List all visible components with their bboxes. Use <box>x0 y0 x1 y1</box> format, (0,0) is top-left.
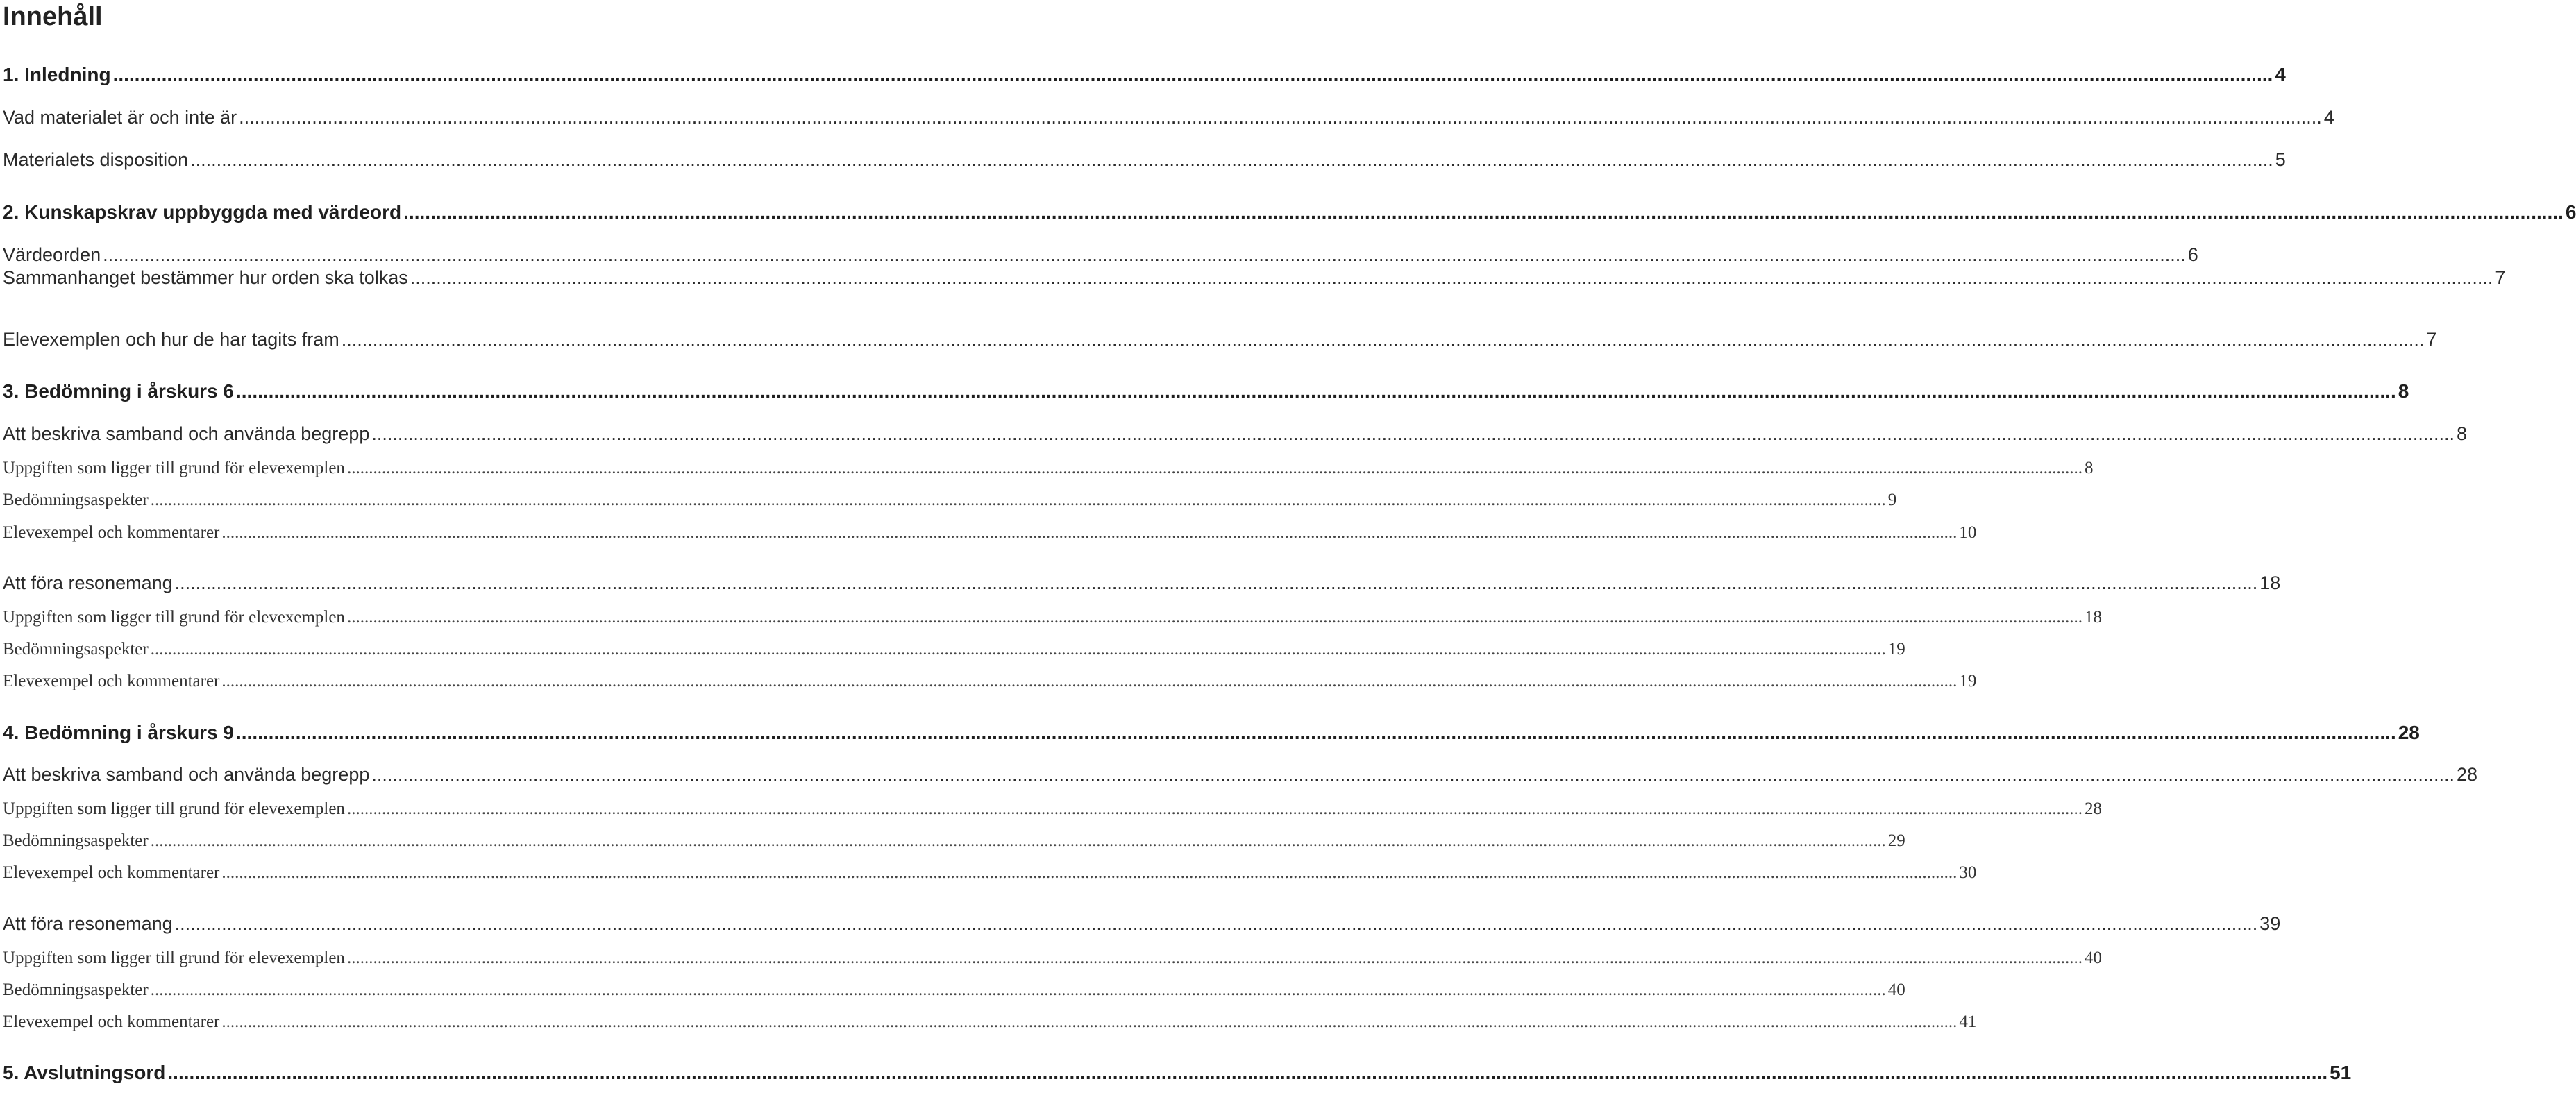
toc-entry-chapter[interactable] <box>3 380 2409 407</box>
toc-entry-sub[interactable] <box>3 1012 1977 1036</box>
toc-entry-label: Uppgiften som ligger till grund för elevexemplen <box>3 608 345 627</box>
toc-entry-sub[interactable] <box>3 523 1977 547</box>
toc-entry-page-number: 4 <box>2323 107 2334 128</box>
toc-entry-sub[interactable] <box>3 459 2094 482</box>
toc-entry-page-number: 4 <box>2275 64 2286 85</box>
toc-entry-label: Bedömningsaspekter <box>3 491 149 509</box>
toc-entry-label: Elevexempel och kommentarer <box>3 863 220 882</box>
dot-leader: ................................................................................................................................................................................................................................................................................................................................................................................................................ <box>239 107 2322 128</box>
toc-entry-section[interactable] <box>3 764 2477 789</box>
toc-entry-page-number: 7 <box>2426 329 2437 350</box>
toc-entry-page-number: 40 <box>1887 981 1905 999</box>
toc-entry-label: Elevexemplen och hur de har tagits fram <box>3 329 339 350</box>
toc-entry-sub[interactable] <box>3 799 2102 823</box>
toc-entry-sub[interactable] <box>3 831 1905 855</box>
toc-entry-label: Uppgiften som ligger till grund för elevexemplen <box>3 949 345 967</box>
toc-entry-label: Uppgiften som ligger till grund för elevexemplen <box>3 799 345 818</box>
toc-entry-page-number: 19 <box>1887 640 1905 659</box>
dot-leader: ................................................................................................................................................................................................................................................................................................................................................................................................................ <box>410 267 2493 288</box>
toc-entry-chapter[interactable] <box>3 201 2576 228</box>
toc-entry-label: 1. Inledning <box>3 64 111 85</box>
toc-entry-page-number: 5 <box>2275 149 2286 170</box>
toc-entry-sub[interactable] <box>3 608 2102 631</box>
dot-leader: ................................................................................................................................................................................................................................................................................................................................................................................................................ <box>150 640 1886 659</box>
dot-leader: ................................................................................................................................................................................................................................................................................................................................................................................................................ <box>167 1062 2328 1083</box>
toc-entry-label: Materialets disposition <box>3 149 189 170</box>
toc-entry-sub[interactable] <box>3 491 1897 514</box>
toc-entry-page-number: 39 <box>2259 913 2281 934</box>
toc-entry-page-number: 40 <box>2084 949 2102 967</box>
dot-leader: ................................................................................................................................................................................................................................................................................................................................................................................................................ <box>341 329 2425 350</box>
toc-entry-label: Elevexempel och kommentarer <box>3 523 220 542</box>
dot-leader: ................................................................................................................................................................................................................................................................................................................................................................................................................ <box>103 244 2186 265</box>
dot-leader: ................................................................................................................................................................................................................................................................................................................................................................................................................ <box>403 201 2564 223</box>
dot-leader: ................................................................................................................................................................................................................................................................................................................................................................................................................ <box>346 799 2082 818</box>
toc-entry-label: Elevexempel och kommentarer <box>3 1012 220 1031</box>
dot-leader: ................................................................................................................................................................................................................................................................................................................................................................................................................ <box>346 949 2082 967</box>
toc-entry-section[interactable] <box>3 423 2467 448</box>
toc-entry-page-number: 6 <box>2565 201 2576 223</box>
toc-entry-chapter[interactable] <box>3 722 2420 748</box>
toc-entry-label: 3. Bedömning i årskurs 6 <box>3 380 234 402</box>
toc-entry-chapter[interactable] <box>3 64 2286 90</box>
toc-entry-sub[interactable] <box>3 981 1905 1004</box>
toc-entry-label: Att beskriva samband och använda begrepp <box>3 764 370 785</box>
toc-entry-label: Värdeorden <box>3 244 101 265</box>
dot-leader: ................................................................................................................................................................................................................................................................................................................................................................................................................ <box>150 981 1886 999</box>
toc-entry-page-number: 18 <box>2259 573 2281 593</box>
toc-entry-label: Vad materialet är och inte är <box>3 107 237 128</box>
dot-leader: ................................................................................................................................................................................................................................................................................................................................................................................................................ <box>221 1012 1958 1031</box>
dot-leader: ................................................................................................................................................................................................................................................................................................................................................................................................................ <box>371 764 2455 785</box>
toc-entry-label: Uppgiften som ligger till grund för elevexemplen <box>3 459 345 477</box>
toc-entry-page-number: 29 <box>1887 831 1905 850</box>
dot-leader: ................................................................................................................................................................................................................................................................................................................................................................................................................ <box>221 672 1958 690</box>
toc-entry-page-number: 28 <box>2456 764 2477 785</box>
toc-entry-label: Sammanhanget bestämmer hur orden ska tolkas <box>3 267 408 288</box>
toc-entry-section[interactable] <box>3 149 2286 174</box>
toc-entry-page-number: 30 <box>1959 863 1977 882</box>
toc-entry-section[interactable] <box>3 329 2437 354</box>
dot-leader: ................................................................................................................................................................................................................................................................................................................................................................................................................ <box>112 64 2273 85</box>
page-title: Innehåll <box>3 2 103 31</box>
toc-entry-section[interactable] <box>3 913 2281 938</box>
dot-leader: ................................................................................................................................................................................................................................................................................................................................................................................................................ <box>371 423 2455 444</box>
toc-entry-page-number: 51 <box>2330 1062 2352 1083</box>
dot-leader: ................................................................................................................................................................................................................................................................................................................................................................................................................ <box>221 863 1958 882</box>
toc-entry-page-number: 8 <box>2398 380 2409 402</box>
toc-entry-label: Bedömningsaspekter <box>3 981 149 999</box>
toc-entry-page-number: 8 <box>2456 423 2467 444</box>
dot-leader: ................................................................................................................................................................................................................................................................................................................................................................................................................ <box>174 573 2258 593</box>
toc-entry-label: Att föra resonemang <box>3 573 173 593</box>
toc-entry-sub[interactable] <box>3 640 1905 663</box>
toc-entry-page-number: 9 <box>1887 491 1897 509</box>
toc-entry-page-number: 7 <box>2495 267 2506 288</box>
dot-leader: ................................................................................................................................................................................................................................................................................................................................................................................................................ <box>346 459 2082 477</box>
dot-leader: ................................................................................................................................................................................................................................................................................................................................................................................................................ <box>236 722 2396 743</box>
toc-entry-sub[interactable] <box>3 949 2102 972</box>
toc-entry-page-number: 41 <box>1959 1012 1977 1031</box>
toc-entry-page-number: 28 <box>2398 722 2420 743</box>
toc-entry-label: Bedömningsaspekter <box>3 831 149 850</box>
toc-entry-sub[interactable] <box>3 672 1977 695</box>
dot-leader: ................................................................................................................................................................................................................................................................................................................................................................................................................ <box>346 608 2082 627</box>
toc-entry-page-number: 10 <box>1959 523 1977 542</box>
toc-entry-page-number: 8 <box>2084 459 2094 477</box>
toc-entry-section[interactable] <box>3 267 2506 292</box>
toc-entry-label: Att föra resonemang <box>3 913 173 934</box>
toc-entry-section[interactable] <box>3 244 2198 269</box>
toc-entry-chapter[interactable] <box>3 1062 2352 1088</box>
toc-entry-label: Elevexempel och kommentarer <box>3 672 220 690</box>
toc-entry-label: 2. Kunskapskrav uppbyggda med värdeord <box>3 201 402 223</box>
toc-entry-sub[interactable] <box>3 863 1977 887</box>
toc-entry-label: Bedömningsaspekter <box>3 640 149 659</box>
toc-entry-page-number: 19 <box>1959 672 1977 690</box>
toc-entry-label: Att beskriva samband och använda begrepp <box>3 423 370 444</box>
toc-entry-page-number: 18 <box>2084 608 2102 627</box>
toc-entry-section[interactable] <box>3 107 2334 132</box>
dot-leader: ................................................................................................................................................................................................................................................................................................................................................................................................................ <box>190 149 2273 170</box>
dot-leader: ................................................................................................................................................................................................................................................................................................................................................................................................................ <box>221 523 1958 542</box>
dot-leader: ................................................................................................................................................................................................................................................................................................................................................................................................................ <box>150 491 1886 509</box>
toc-entry-label: 5. Avslutningsord <box>3 1062 166 1083</box>
toc-entry-section[interactable] <box>3 573 2281 597</box>
toc-entry-page-number: 6 <box>2187 244 2198 265</box>
toc-entry-page-number: 28 <box>2084 799 2102 818</box>
dot-leader: ................................................................................................................................................................................................................................................................................................................................................................................................................ <box>174 913 2258 934</box>
toc-entry-label: 4. Bedömning i årskurs 9 <box>3 722 234 743</box>
dot-leader: ................................................................................................................................................................................................................................................................................................................................................................................................................ <box>236 380 2396 402</box>
dot-leader: ................................................................................................................................................................................................................................................................................................................................................................................................................ <box>150 831 1886 850</box>
